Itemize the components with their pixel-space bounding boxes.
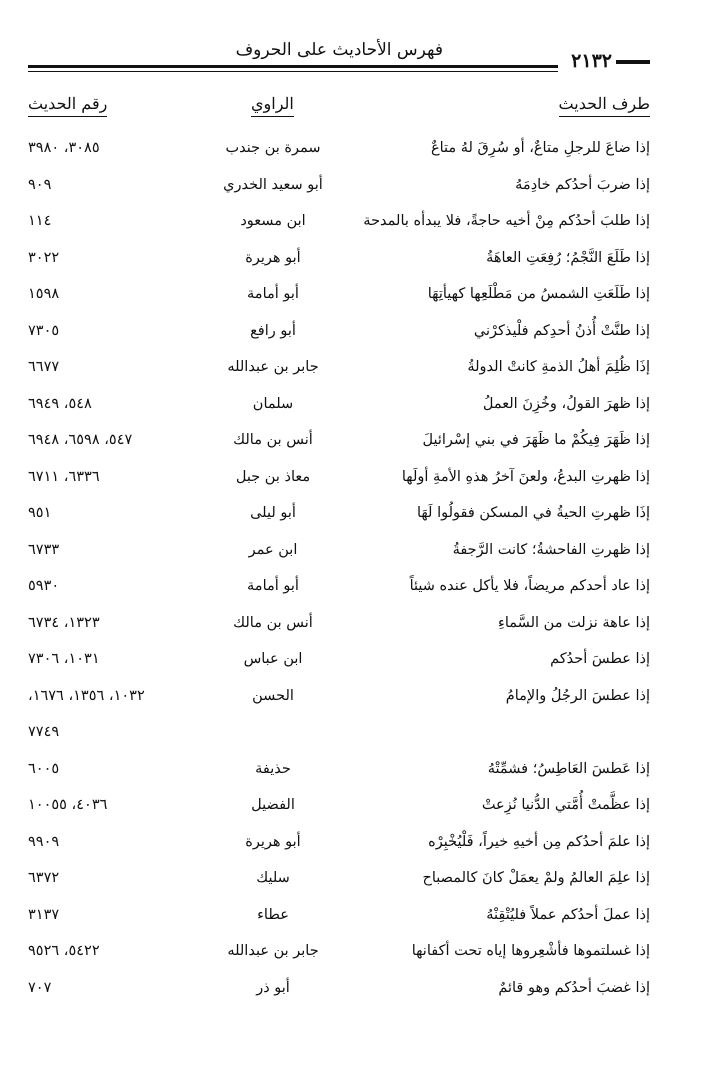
table-row bbox=[28, 353, 650, 390]
table-row bbox=[28, 974, 650, 1011]
narrator-name: أبو سعيد الخدري bbox=[223, 176, 323, 193]
table-row bbox=[28, 572, 650, 609]
table-row bbox=[28, 828, 650, 865]
hadith-text: إذا عملَ أحدُكم عملاً فليُتْقِنْهُ bbox=[486, 906, 650, 923]
table-row bbox=[28, 244, 650, 281]
column-header-hadith: طرف الحديث bbox=[559, 94, 650, 117]
header-rule-thin bbox=[28, 71, 558, 72]
hadith-number: ١٠٣٢، ١٣٥٦، ١٦٧٦، bbox=[28, 687, 145, 704]
hadith-number: ٣٠٢٢ bbox=[28, 249, 60, 266]
column-headers bbox=[28, 94, 650, 128]
table-row bbox=[28, 134, 650, 171]
table-row bbox=[28, 755, 650, 792]
table-row bbox=[28, 791, 650, 828]
hadith-number: ٩٥١ bbox=[28, 505, 52, 521]
hadith-text: إذا ظهرَ القولُ، وخُزِنَ العملُ bbox=[482, 395, 650, 412]
page-number-dash bbox=[616, 60, 650, 64]
narrator-name: جابر بن عبدالله bbox=[227, 943, 319, 959]
narrator-name: أبو ذر bbox=[256, 979, 290, 996]
narrator-name: أبو أمامة bbox=[247, 578, 299, 594]
narrator-name: أبو أمامة bbox=[247, 286, 299, 302]
table-row bbox=[28, 171, 650, 208]
page-number bbox=[567, 50, 650, 72]
hadith-text: إذا غسلتموها فأشْعِروها إياه تحت أكفانها bbox=[411, 943, 650, 959]
table-row bbox=[28, 499, 650, 536]
hadith-number: ٩٠٩ bbox=[28, 176, 52, 193]
page-header bbox=[28, 40, 650, 72]
table-row bbox=[28, 864, 650, 901]
hadith-text: إذا طَلَعَتِ الشمسُ من مَطْلَعِها كهيأتِهَا bbox=[427, 286, 650, 302]
column-header-number: رقم الحديث bbox=[28, 94, 107, 117]
narrator-name: أبو هريرة bbox=[245, 249, 301, 266]
running-title: فهرس الأحاديث على الحروف bbox=[235, 40, 443, 60]
narrator-name: سمرة بن جندب bbox=[225, 140, 321, 156]
narrator-name: أبو رافع bbox=[250, 322, 296, 339]
table-row bbox=[28, 463, 650, 500]
narrator-name: أنس بن مالك bbox=[233, 614, 313, 631]
hadith-text: إذا عَطسَ العَاطِسُ؛ فشمِّتْهُ bbox=[487, 760, 650, 777]
hadith-text: إذا عاهة نزلت من السَّماءِ bbox=[498, 614, 650, 631]
table-row bbox=[28, 901, 650, 938]
hadith-text: إذا ضربَ أحدُكم خادِمَهُ bbox=[515, 176, 650, 193]
hadith-text: إذا علمَ أحدُكم مِن أخيهِ خيراً، فَلْيُخْبِرْه bbox=[428, 833, 650, 850]
narrator-name: سلمان bbox=[252, 395, 294, 412]
hadith-text: إذَا ظهرتِ الحيةُ في المسكن فقولُوا لَهَا bbox=[416, 505, 650, 521]
hadith-text: إذَا ظُلِمَ أهلُ الذمةِ كانتْ الدولةُ bbox=[467, 359, 650, 375]
hadith-number: ١٥٩٨ bbox=[28, 286, 60, 302]
hadith-number: ٦٣٣٦، ٦٧١١ bbox=[28, 468, 100, 485]
hadith-number: ١٠٣١، ٧٣٠٦ bbox=[28, 651, 100, 667]
narrator-name: الحسن bbox=[252, 687, 294, 704]
table-row bbox=[28, 280, 650, 317]
narrator-name: حذيفة bbox=[255, 760, 291, 777]
hadith-text: إذا ظهرتِ البدعُ، ولعنَ آخرُ هذهِ الأمةِ أولَها bbox=[401, 468, 650, 485]
narrator-name: ابن مسعود bbox=[240, 213, 306, 229]
hadith-text: إذا ضاعَ للرجلِ متاعٌ، أو سُرِقَ لهُ متاعٌ bbox=[430, 140, 650, 156]
narrator-name: أبو ليلى bbox=[250, 505, 296, 521]
hadith-text: إذا طَلَعَ النَّجْمُ؛ رُفِعَتِ العاهَةُ bbox=[486, 249, 650, 266]
hadith-number: ٥٤٢٢، ٩٥٢٦ bbox=[28, 943, 100, 959]
hadith-number: ٦٦٧٧ bbox=[28, 359, 60, 375]
hadith-number: ٣٠٨٥، ٣٩٨٠ bbox=[28, 140, 100, 156]
table-row bbox=[28, 536, 650, 573]
narrator-name: ابن عمر bbox=[248, 541, 298, 558]
hadith-number: ٧٠٧ bbox=[28, 979, 52, 996]
hadith-number: ٥٤٧، ٦٥٩٨، ٦٩٤٨ bbox=[28, 432, 133, 448]
hadith-number: ٦٠٠٥ bbox=[28, 760, 60, 777]
hadith-number: ٥٩٣٠ bbox=[28, 578, 60, 594]
hadith-number: ١١٤ bbox=[28, 213, 52, 229]
narrator-name: سليك bbox=[256, 870, 290, 886]
narrator-name: أبو هريرة bbox=[245, 833, 301, 850]
narrator-name: الفضيل bbox=[251, 797, 295, 813]
hadith-number: ٤٠٣٦، ١٠٠٥٥ bbox=[28, 797, 108, 813]
table-row bbox=[28, 718, 650, 755]
hadith-number: ٧٣٠٥ bbox=[28, 322, 60, 339]
hadith-number: ٦٧٣٣ bbox=[28, 541, 60, 558]
table-row bbox=[28, 207, 650, 244]
header-rule-thick bbox=[28, 65, 558, 68]
hadith-number: ٩٩٠٩ bbox=[28, 833, 60, 850]
hadith-number: ٥٤٨، ٦٩٤٩ bbox=[28, 395, 92, 412]
hadith-text: إذا غضبَ أحدُكم وهو قائمٌ bbox=[498, 979, 650, 996]
table-row bbox=[28, 317, 650, 354]
hadith-index-table bbox=[28, 134, 650, 1010]
table-row bbox=[28, 390, 650, 427]
hadith-text: إذا عطسَ الرجُلُ والإمامُ bbox=[505, 687, 650, 704]
hadith-number: ٧٧٤٩ bbox=[28, 724, 60, 740]
narrator-name: ابن عباس bbox=[243, 651, 303, 667]
hadith-text: إذا طنَّتْ أُذنُ أحدِكم فلْيذكرْني bbox=[473, 322, 650, 339]
table-row bbox=[28, 609, 650, 646]
table-row bbox=[28, 426, 650, 463]
hadith-number: ١٣٢٣، ٦٧٣٤ bbox=[28, 614, 100, 631]
narrator-name: جابر بن عبدالله bbox=[227, 359, 319, 375]
table-row bbox=[28, 645, 650, 682]
hadith-text: إذا ظَهَرَ فِيكُمْ ما ظَهَرَ في بني إسْرائيلَ bbox=[422, 432, 650, 448]
hadith-number: ٦٣٧٢ bbox=[28, 870, 60, 886]
narrator-name: أنس بن مالك bbox=[233, 432, 313, 448]
page-number-text: ٢١٣٢ bbox=[571, 50, 612, 72]
hadith-text: إذا طلبَ أحدُكم مِنْ أخيه حاجةً، فلا يبدأه بالمدحة bbox=[363, 213, 650, 229]
hadith-number: ٣١٣٧ bbox=[28, 906, 60, 923]
hadith-text: إذا علِمَ العالمُ ولمْ يعمَلْ كانَ كالمصباح bbox=[422, 870, 650, 886]
hadith-text: إذا عطسَ أحدُكم bbox=[550, 651, 650, 667]
table-row bbox=[28, 937, 650, 974]
hadith-text: إذا عاد أحدكم مريضاً، فلا يأكل عنده شيئاً bbox=[409, 578, 650, 594]
hadith-text: إذا عظَّمتْ أُمَّتي الدُّنيا نُزِعتْ bbox=[481, 797, 650, 813]
narrator-name: معاذ بن جبل bbox=[235, 468, 311, 485]
narrator-name: عطاء bbox=[257, 906, 289, 923]
hadith-text: إذا ظهرتِ الفاحشةُ؛ كانت الرَّجفةُ bbox=[452, 541, 650, 558]
table-row bbox=[28, 682, 650, 719]
column-header-narrator: الراوي bbox=[251, 94, 294, 117]
